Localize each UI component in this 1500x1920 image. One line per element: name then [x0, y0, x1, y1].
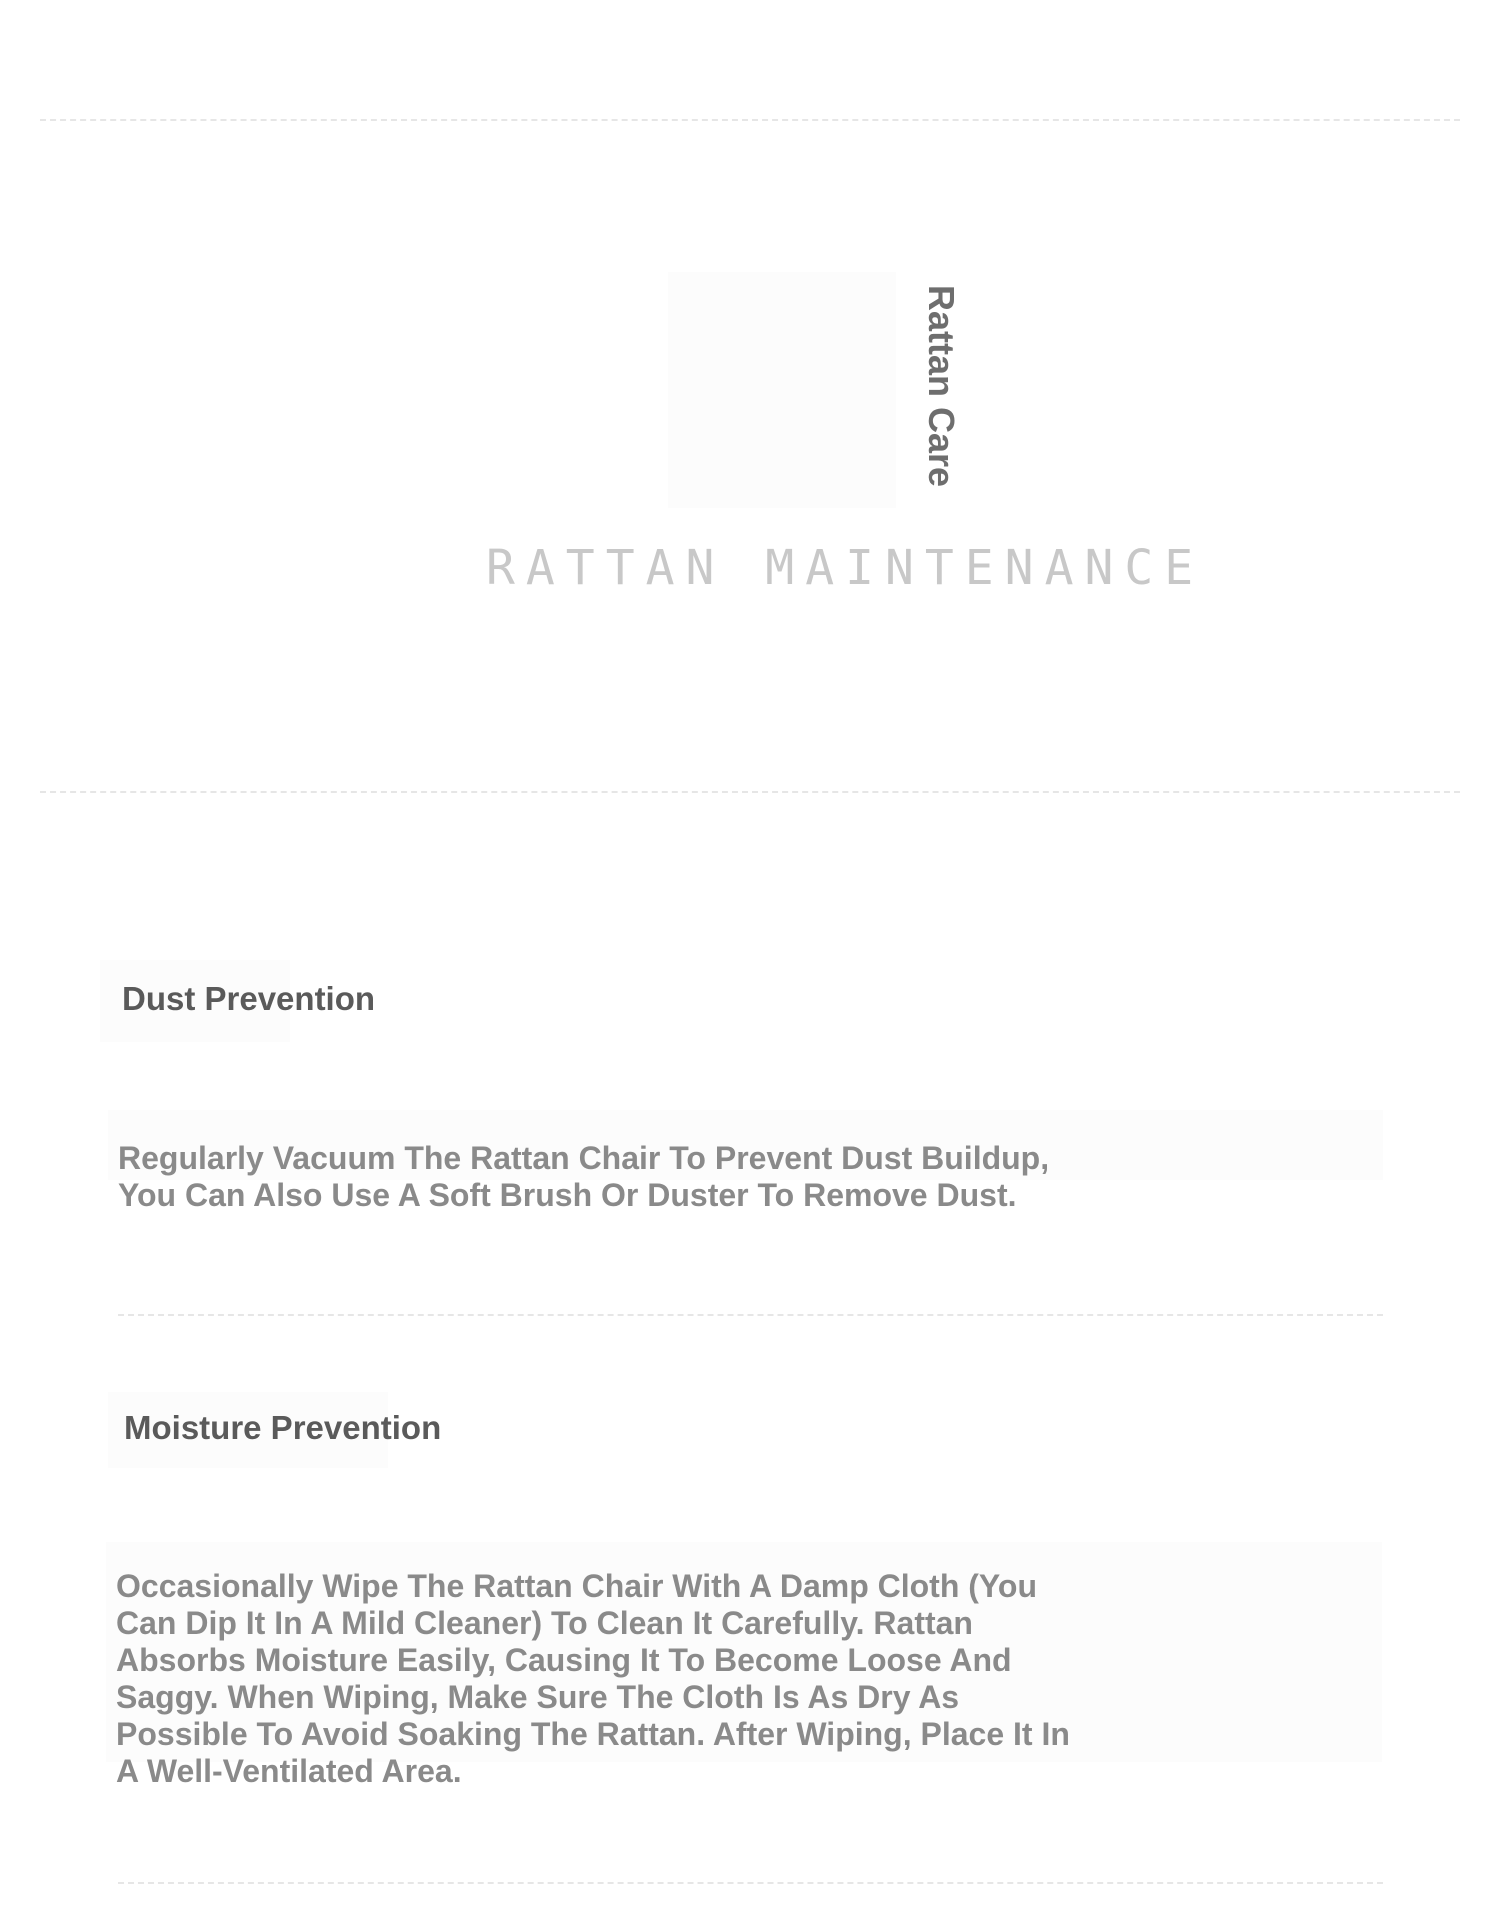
section-body-dust: Regularly Vacuum The Rattan Chair To Prevent Dust Buildup, You Can Also Use A Soft Brush Or Duster To Remove Dust.	[118, 1140, 1050, 1213]
section-divider-2	[118, 1882, 1383, 1884]
section-heading-moisture: Moisture Prevention	[124, 1409, 442, 1446]
section-body-moisture: Occasionally Wipe The Rattan Chair With A Damp Cloth (You Can Dip It In A Mild Cleaner) To Clean It Carefully. Rattan Absorbs Moisture Easily, Causing It To Become Loose And Saggy. When Wiping, Make Sure The Cloth Is As Dry As Possible To Avoid Soaking The Rattan. After Wiping, Place It In A Well-Ventilated Area.	[116, 1568, 1070, 1789]
page-subtitle: RATTAN MAINTENANCE	[486, 540, 1205, 596]
section-heading-dust: Dust Prevention	[122, 980, 376, 1017]
header-divider	[40, 791, 1460, 793]
section-divider-1	[118, 1314, 1383, 1316]
top-divider	[40, 119, 1460, 121]
page-title: Rattan Care	[921, 285, 962, 488]
hero-image-placeholder	[668, 272, 896, 508]
